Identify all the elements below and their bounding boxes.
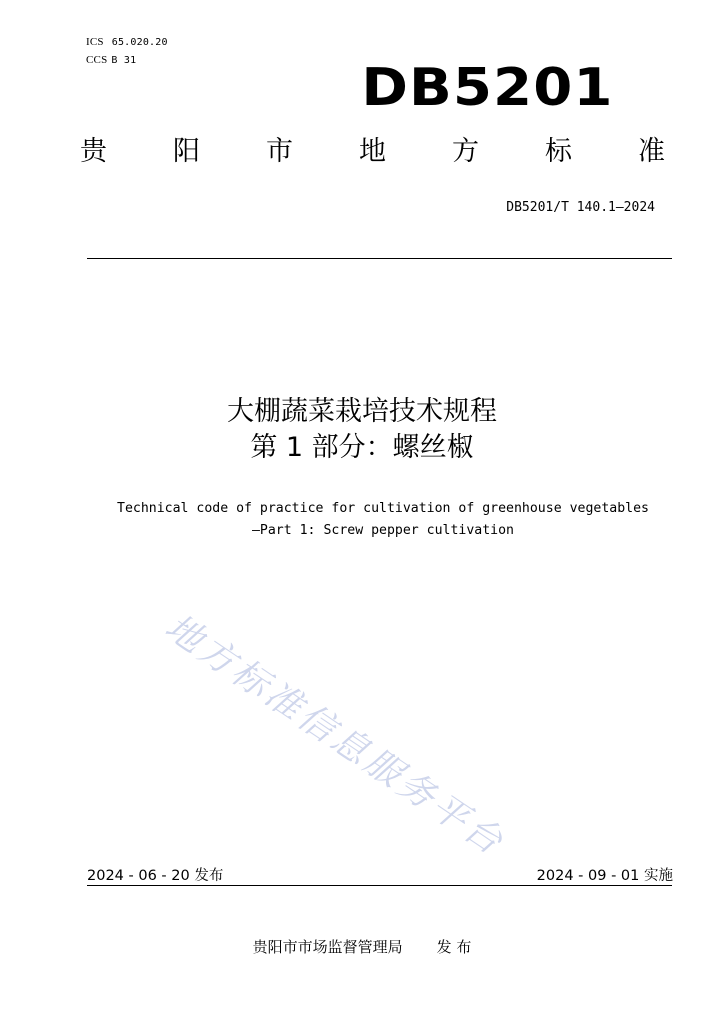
chinese-title [0,394,724,466]
standard-type-heading [80,138,665,165]
standard-type-char: 方 [452,136,479,167]
issuer-action: 发 布 [436,938,472,956]
implementation-date: 2024 - 09 - 01 实施 [536,868,673,884]
standard-type-char: 市 [266,136,293,167]
standard-number: DB5201/T 140.1—2024 [506,200,655,215]
issue-date: 2024 - 06 - 20 发布 [87,868,224,884]
db-logo: DB5201 [361,58,614,118]
standard-type-char: 阳 [173,136,200,167]
issuer-name: 贵阳市市场监督管理局 [252,938,403,956]
chinese-title-line1: 大棚蔬菜栽培技术规程 [227,396,497,427]
bottom-divider [87,885,672,886]
english-title-line1: Technical code of practice for cultivation of greenhouse vegetables [117,501,649,516]
chinese-title-line2: 第 1 部分：螺丝椒 [250,432,474,463]
standard-type-char: 标 [545,136,572,167]
ics-line [86,36,168,48]
english-title [0,498,724,542]
standard-type-char: 地 [359,136,386,167]
ics-label: ICS [86,36,104,48]
ccs-label: CCS [86,54,108,66]
issuer-line [0,936,724,957]
standard-type-char: 准 [638,136,665,167]
ccs-line [86,54,136,66]
ics-code: 65.020.20 [111,37,168,48]
watermark: 地方标准信息服务平台 [157,606,513,865]
top-divider [87,258,672,259]
english-title-line2: —Part 1: Screw pepper cultivation [251,523,514,538]
standard-type-char: 贵 [80,136,107,167]
ccs-code: B 31 [111,55,137,66]
